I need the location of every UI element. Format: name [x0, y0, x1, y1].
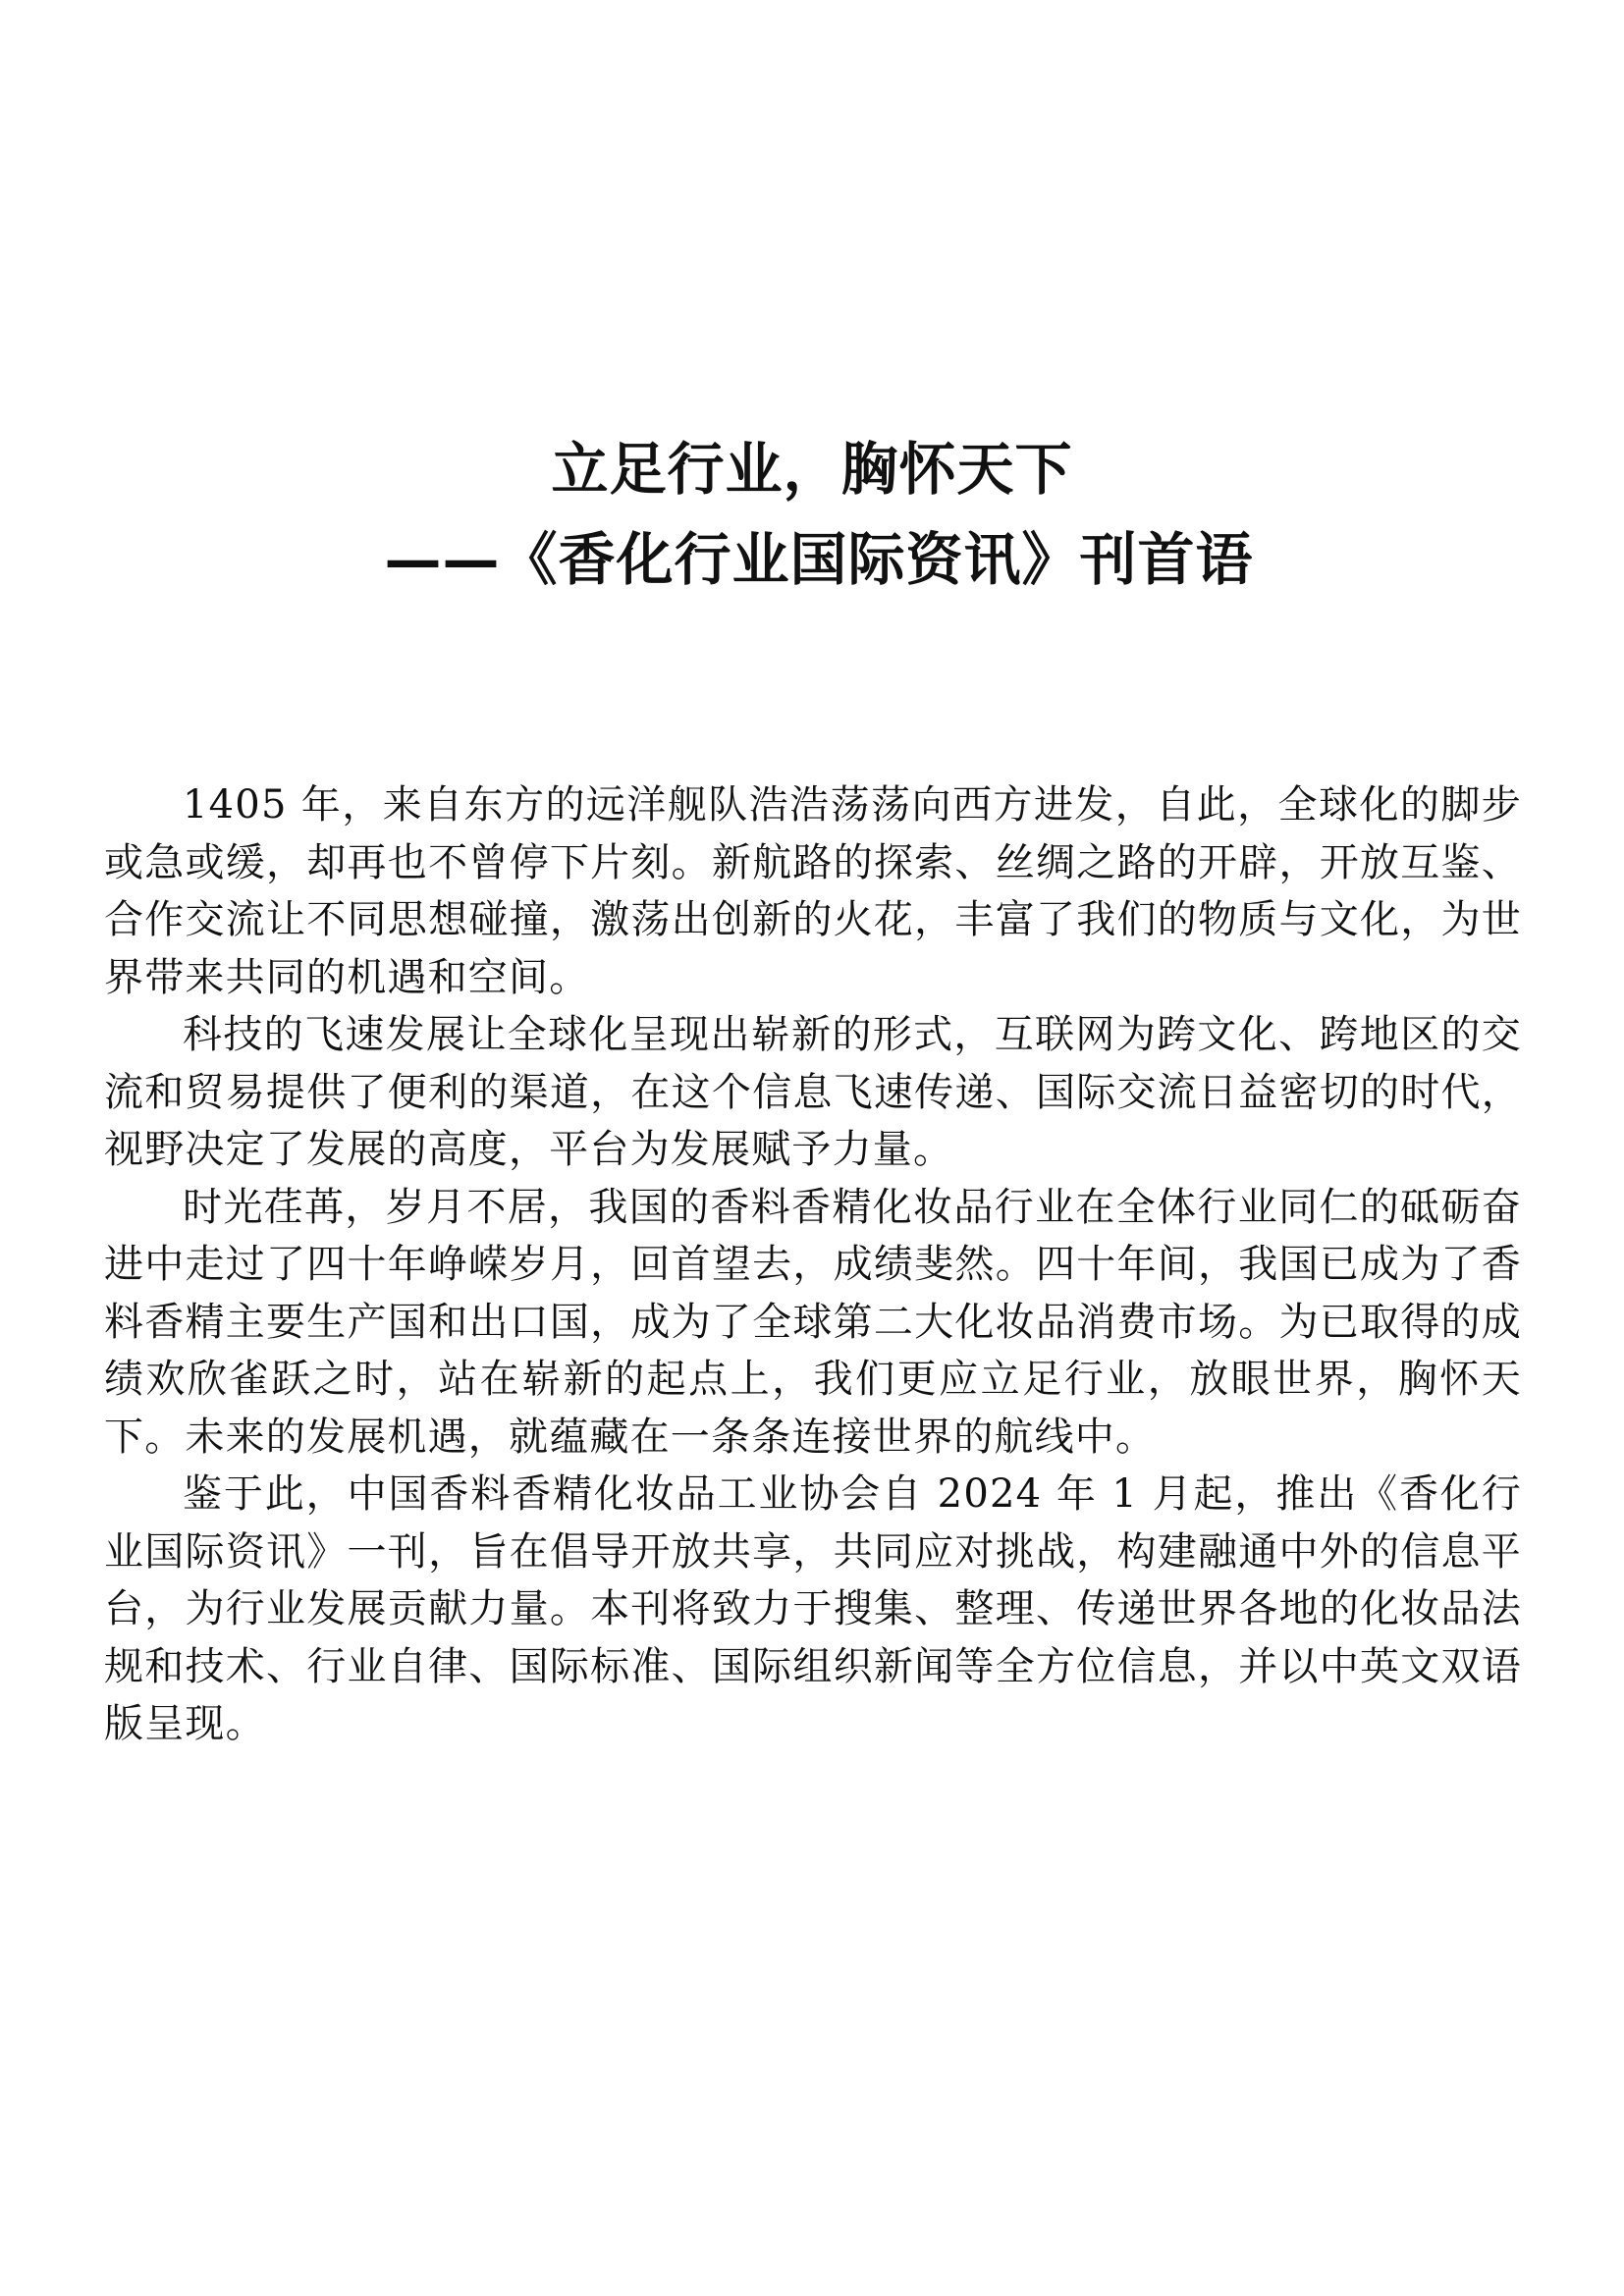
document-title: 立足行业，胸怀天下 — [551, 436, 1073, 503]
title-block — [0, 424, 1624, 605]
paragraph-2: 科技的飞速发展让全球化呈现出崭新的形式，互联网为跨文化、跨地区的交流和贸易提供了便利的渠道，在这个信息飞速传递、国际交流日益密切的时代，视野决定了发展的高度，平台为发展赋予力量。 — [104, 1012, 1522, 1172]
paragraph-3: 时光荏苒，岁月不居，我国的香料香精化妆品行业在全体行业同仁的砥砺奋进中走过了四十年峥嵘岁月，回首望去，成绩斐然。四十年间，我国已成为了香料香精主要生产国和出口国，成为了全球第二大化妆品消费市场。为已取得的成绩欢欣雀跃之时，站在崭新的起点上，我们更应立足行业，放眼世界，胸怀天下。未来的发展机遇，就蕴藏在一条条连接世界的航线中。 — [104, 1184, 1522, 1460]
paragraph-1: 1405 年，来自东方的远洋舰队浩浩荡荡向西方进发，自此，全球化的脚步或急或缓，却再也不曾停下片刻。新航路的探索、丝绸之路的开辟，开放互鉴、合作交流让不同思想碰撞，激荡出创新的火花，丰富了我们的物质与文化，为世界带来共同的机遇和空间。 — [104, 782, 1522, 1000]
document-subtitle: ——《香化行业国际资讯》刊首语 — [384, 526, 1254, 593]
body-text — [104, 776, 1522, 1753]
paragraph-4: 鉴于此，中国香料香精化妆品工业协会自 2024 年 1 月起，推出《香化行业国际资讯》一刊，旨在倡导开放共享，共同应对挑战，构建融通中外的信息平台，为行业发展贡献力量。本刊将致力于搜集、整理、传递世界各地的化妆品法规和技术、行业自律、国际标准、国际组织新闻等全方位信息，并以中英文双语版呈现。 — [104, 1471, 1522, 1746]
